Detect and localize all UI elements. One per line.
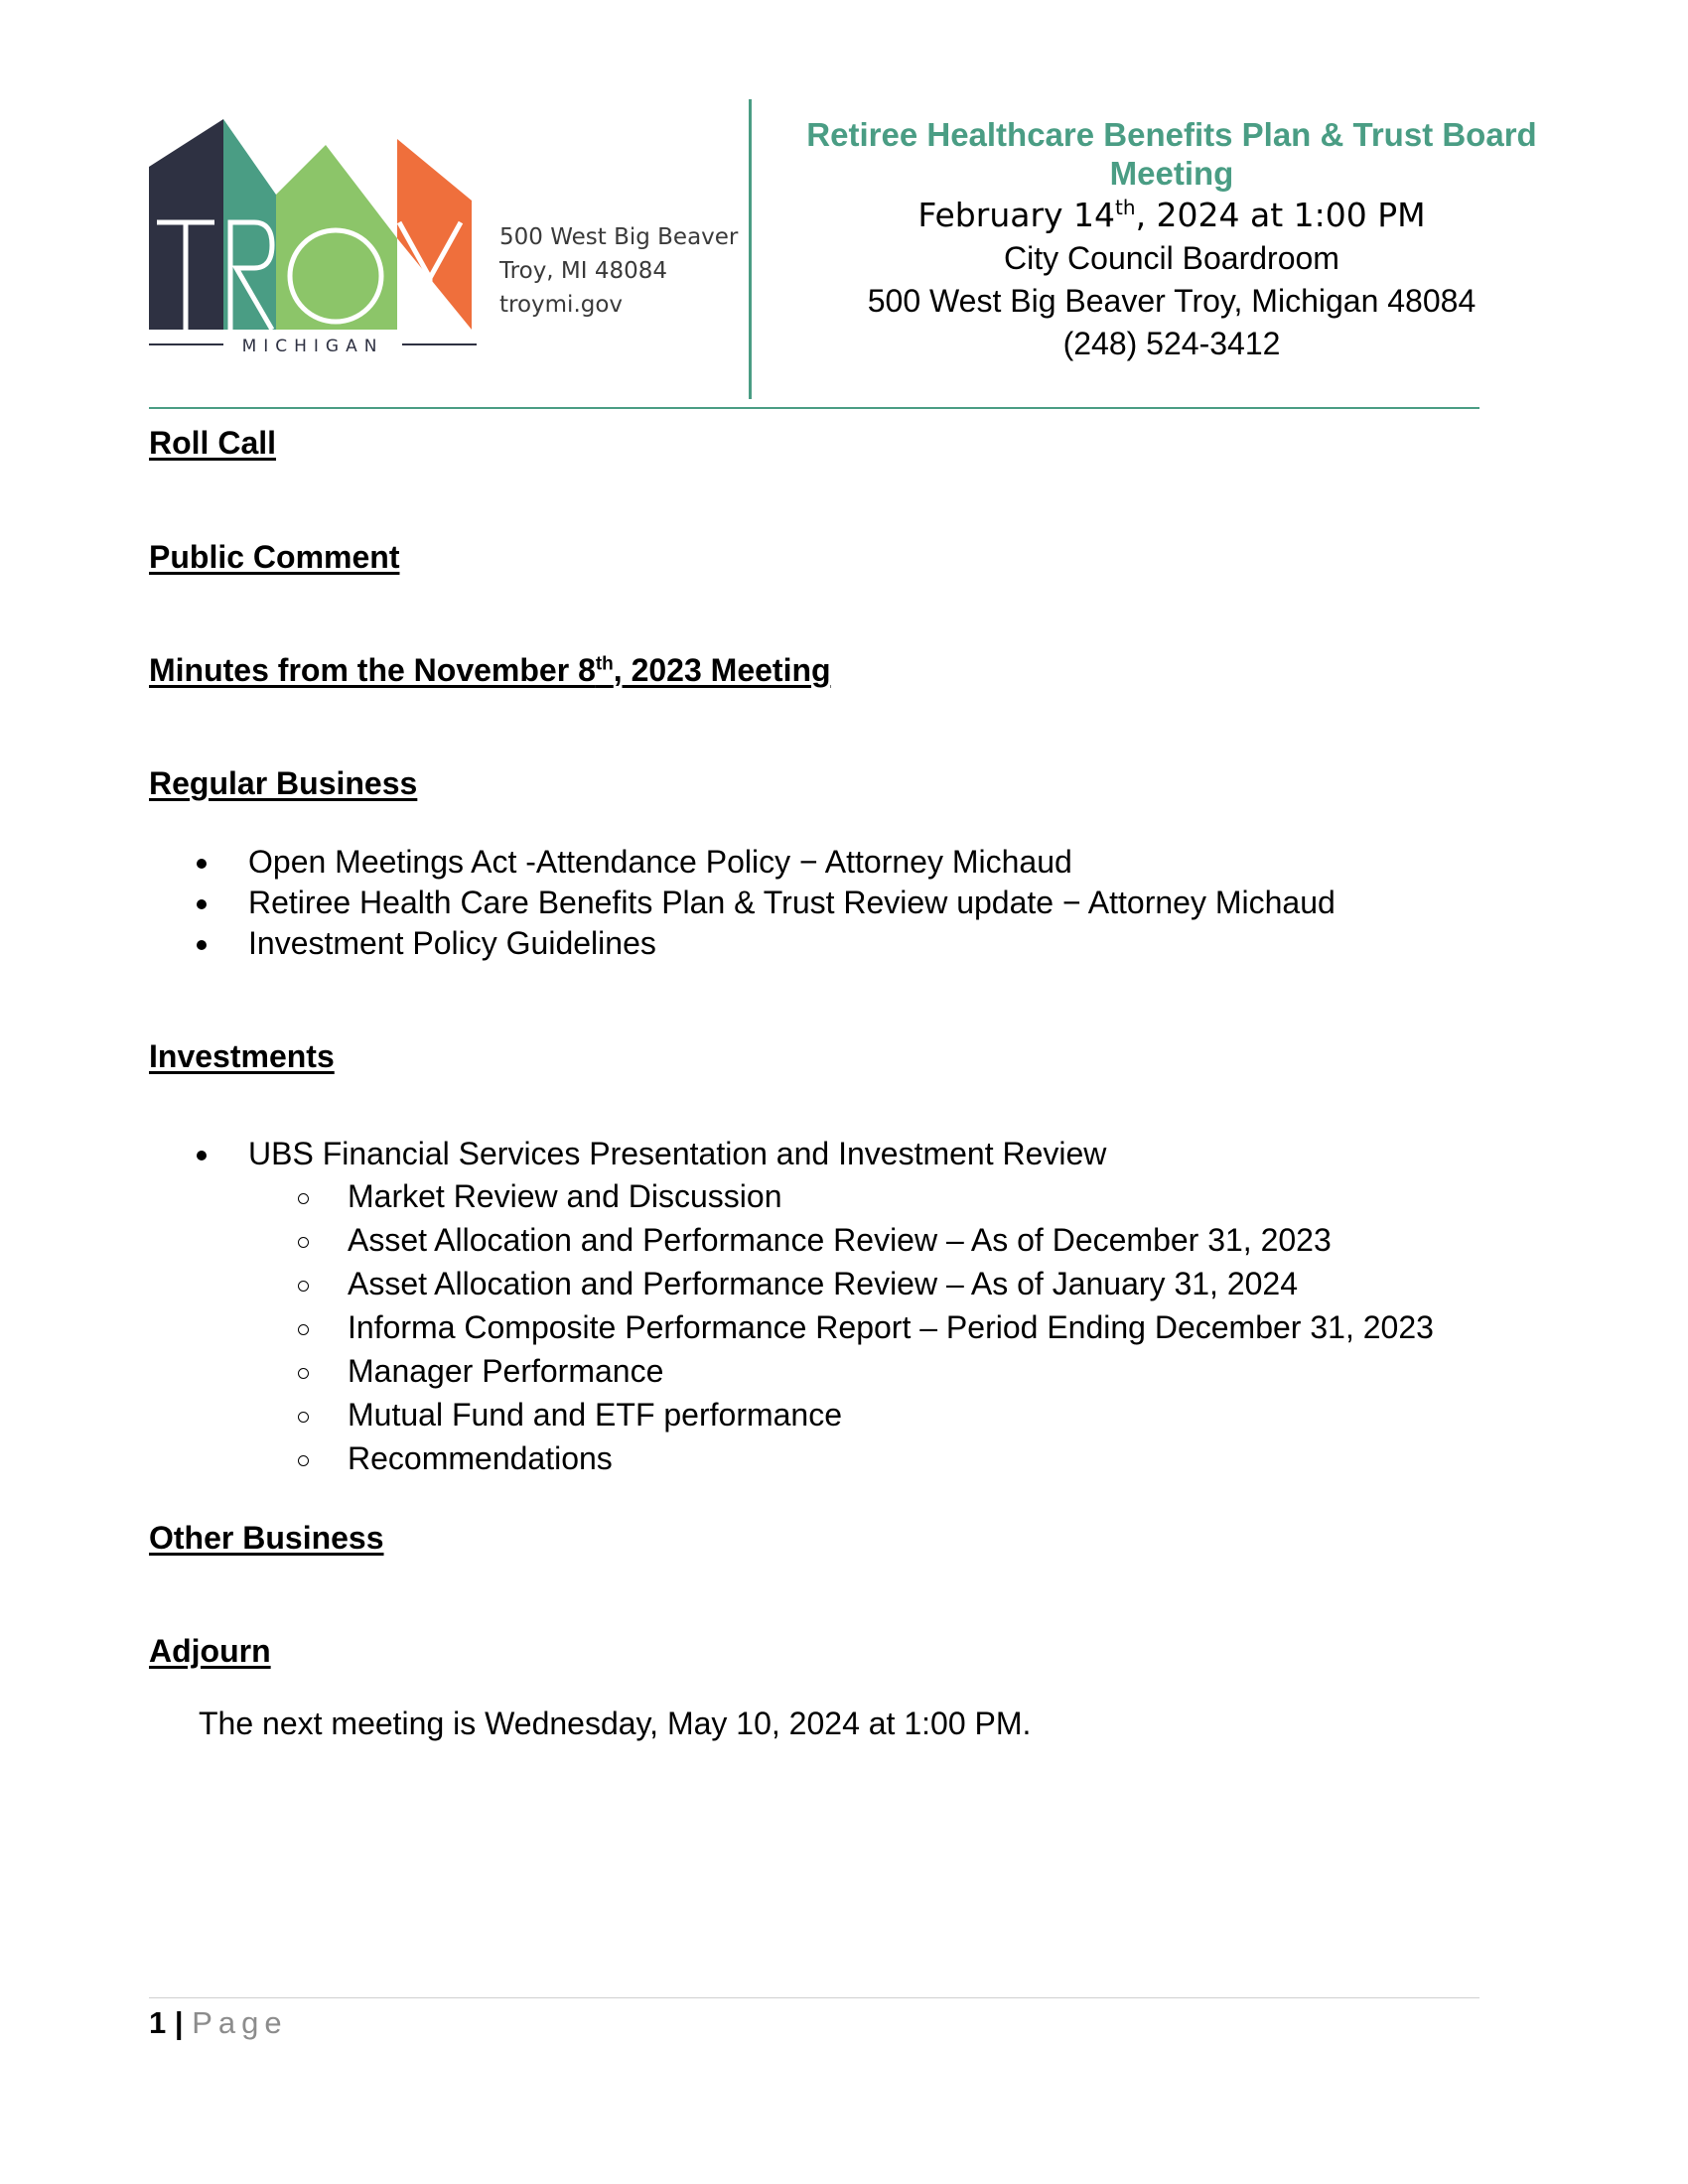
address-city: Troy, MI 48084 — [499, 258, 668, 284]
meeting-info — [784, 115, 1559, 365]
date-ordinal: th — [1115, 196, 1136, 219]
meeting-location: 500 West Big Beaver Troy, Michigan 48084 — [867, 283, 1477, 319]
address-website[interactable]: troymi.gov — [499, 292, 624, 318]
meeting-date — [784, 193, 1559, 237]
meeting-title-line1: Retiree Healthcare Benefits Plan & Trust Board — [806, 116, 1537, 153]
header-divider — [749, 99, 752, 399]
minutes-year: , 2023 Meeting — [613, 652, 831, 688]
address-street: 500 West Big Beaver — [499, 224, 739, 250]
heading-public-comment: Public Comment — [149, 539, 400, 575]
page-label: Page — [192, 2005, 288, 2040]
heading-regular-business: Regular Business — [149, 765, 418, 801]
circle-bullet-icon — [298, 1455, 309, 1466]
circle-bullet-icon — [298, 1193, 309, 1204]
bullet-icon — [197, 1151, 207, 1160]
minutes-text: Minutes from the November 8 — [149, 652, 596, 688]
meeting-room: City Council Boardroom — [1004, 240, 1339, 276]
heading-roll-call: Roll Call — [149, 425, 277, 461]
circle-bullet-icon — [298, 1237, 309, 1248]
bullet-icon — [197, 899, 207, 909]
troy-michigan-logo — [149, 119, 477, 357]
footer-rule — [149, 1997, 1479, 1998]
page-footer — [149, 2005, 288, 2041]
bullet-icon — [197, 859, 207, 869]
bullet-icon — [197, 940, 207, 950]
date-text: February 14 — [917, 196, 1116, 234]
circle-bullet-icon — [298, 1324, 309, 1335]
date-year-time: , 2024 at 1:00 PM — [1135, 196, 1426, 234]
heading-other-business: Other Business — [149, 1520, 384, 1556]
circle-bullet-icon — [298, 1412, 309, 1423]
heading-minutes — [149, 652, 831, 689]
meeting-title-line2: Meeting — [1109, 155, 1234, 192]
circle-bullet-icon — [298, 1368, 309, 1379]
heading-adjourn: Adjourn — [149, 1633, 271, 1669]
page-separator: | — [174, 2005, 184, 2040]
logo-state-text: MICHIGAN — [241, 337, 384, 356]
circle-bullet-icon — [298, 1281, 309, 1292]
header-rule — [149, 407, 1479, 409]
meeting-phone: (248) 524-3412 — [1062, 326, 1281, 361]
city-address — [499, 220, 738, 322]
minutes-ordinal: th — [595, 653, 614, 675]
next-meeting-note: The next meeting is Wednesday, May 10, 2024 at 1:00 PM. — [199, 1706, 1032, 1741]
meeting-title — [784, 115, 1559, 193]
page-number: 1 — [149, 2005, 167, 2040]
heading-investments: Investments — [149, 1038, 335, 1074]
